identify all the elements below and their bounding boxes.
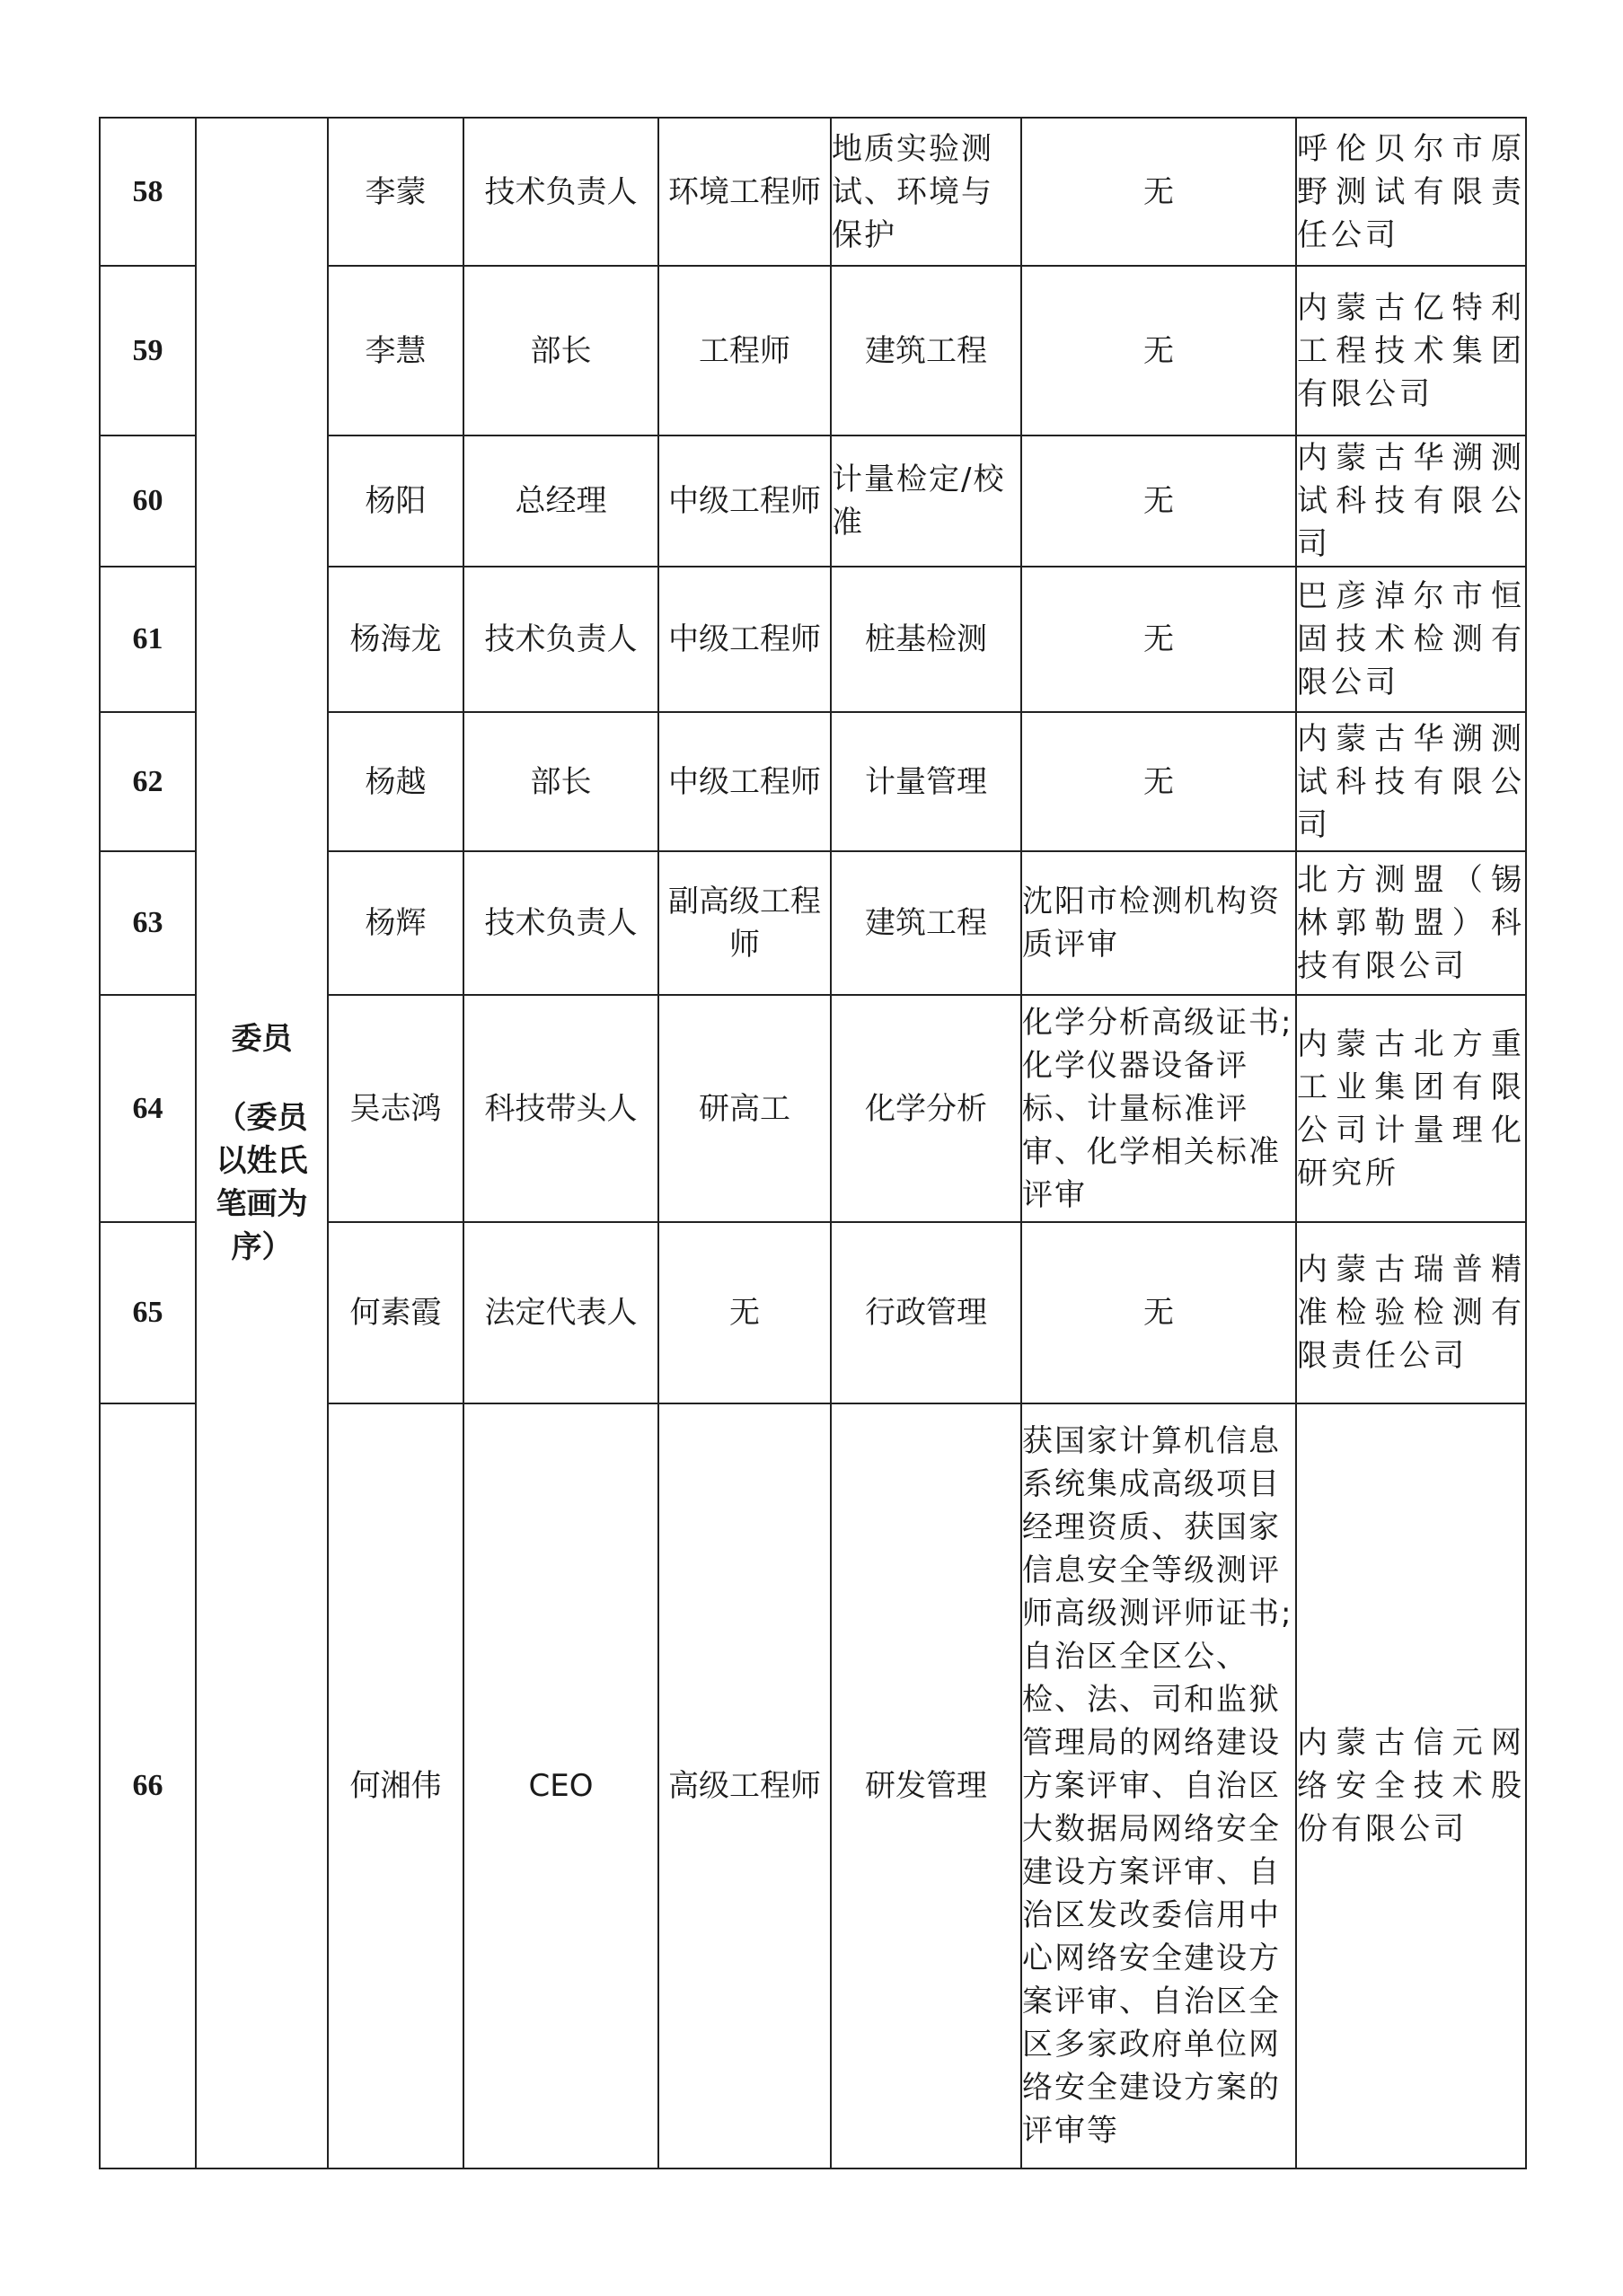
row-number: 60 — [100, 435, 196, 567]
position-cell: 技术负责人 — [463, 118, 658, 266]
name-cell: 杨辉 — [328, 851, 463, 995]
organization-cell: 呼伦贝尔市原野测试有限责任公司 — [1296, 118, 1526, 266]
position-cell: 法定代表人 — [463, 1222, 658, 1403]
title-cell: 副高级工程师 — [658, 851, 831, 995]
qualification-cell: 无 — [1021, 567, 1296, 712]
position-cell: 总经理 — [463, 435, 658, 567]
field-cell: 地质实验测试、环境与保护 — [831, 118, 1021, 266]
organization-cell: 内蒙古北方重工业集团有限公司计量理化研究所 — [1296, 995, 1526, 1222]
field-cell: 行政管理 — [831, 1222, 1021, 1403]
title-cell: 中级工程师 — [658, 712, 831, 851]
organization-cell: 内蒙古信元网络安全技术股份有限公司 — [1296, 1403, 1526, 2168]
organization-cell: 内蒙古华溯测试科技有限公司 — [1296, 435, 1526, 567]
title-cell: 无 — [658, 1222, 831, 1403]
name-cell: 杨阳 — [328, 435, 463, 567]
name-cell: 李慧 — [328, 266, 463, 435]
row-number: 58 — [100, 118, 196, 266]
field-cell: 计量管理 — [831, 712, 1021, 851]
field-cell: 计量检定/校准 — [831, 435, 1021, 567]
organization-cell: 巴彦淖尔市恒固技术检测有限公司 — [1296, 567, 1526, 712]
name-cell: 李蒙 — [328, 118, 463, 266]
row-number: 59 — [100, 266, 196, 435]
organization-cell: 内蒙古华溯测试科技有限公司 — [1296, 712, 1526, 851]
title-cell: 环境工程师 — [658, 118, 831, 266]
qualification-cell: 无 — [1021, 266, 1296, 435]
row-number: 61 — [100, 567, 196, 712]
field-cell: 研发管理 — [831, 1403, 1021, 2168]
organization-cell: 北方测盟（锡林郭勒盟）科技有限公司 — [1296, 851, 1526, 995]
field-cell: 桩基检测 — [831, 567, 1021, 712]
group-subtitle: （委员以姓氏笔画为序） — [216, 1100, 308, 1265]
member-table — [99, 117, 1527, 2169]
qualification-cell: 化学分析高级证书;化学仪器设备评标、计量标准评审、化学相关标准评审 — [1021, 995, 1296, 1222]
name-cell: 何湘伟 — [328, 1403, 463, 2168]
title-cell: 中级工程师 — [658, 435, 831, 567]
organization-cell: 内蒙古瑞普精准检验检测有限责任公司 — [1296, 1222, 1526, 1403]
row-number: 64 — [100, 995, 196, 1222]
qualification-cell: 无 — [1021, 118, 1296, 266]
table-row — [100, 118, 1526, 266]
position-cell: 部长 — [463, 712, 658, 851]
title-cell: 中级工程师 — [658, 567, 831, 712]
position-cell: CEO — [463, 1403, 658, 2168]
name-cell: 杨越 — [328, 712, 463, 851]
field-cell: 建筑工程 — [831, 851, 1021, 995]
position-cell: 部长 — [463, 266, 658, 435]
row-number: 65 — [100, 1222, 196, 1403]
group-title: 委员 — [231, 1021, 293, 1057]
name-cell: 杨海龙 — [328, 567, 463, 712]
name-cell: 何素霞 — [328, 1222, 463, 1403]
qualification-cell: 沈阳市检测机构资质评审 — [1021, 851, 1296, 995]
qualification-cell: 无 — [1021, 435, 1296, 567]
row-number: 62 — [100, 712, 196, 851]
position-cell: 科技带头人 — [463, 995, 658, 1222]
title-cell: 高级工程师 — [658, 1403, 831, 2168]
group-cell — [196, 118, 328, 2168]
position-cell: 技术负责人 — [463, 567, 658, 712]
title-cell: 工程师 — [658, 266, 831, 435]
position-cell: 技术负责人 — [463, 851, 658, 995]
field-cell: 建筑工程 — [831, 266, 1021, 435]
field-cell: 化学分析 — [831, 995, 1021, 1222]
qualification-cell: 无 — [1021, 712, 1296, 851]
title-cell: 研高工 — [658, 995, 831, 1222]
organization-cell: 内蒙古亿特利工程技术集团有限公司 — [1296, 266, 1526, 435]
name-cell: 吴志鸿 — [328, 995, 463, 1222]
qualification-cell: 无 — [1021, 1222, 1296, 1403]
qualification-cell: 获国家计算机信息系统集成高级项目经理资质、获国家信息安全等级测评师高级测评师证书;自治区全区公、检、法、司和监狱管理局的网络建设方案评审、自治区大数据局网络安全建设方案评审、自治区发改委信用中心网络安全建设方案评审、自治区全区多家政府单位网络安全建设方案的评审等 — [1021, 1403, 1296, 2168]
row-number: 63 — [100, 851, 196, 995]
row-number: 66 — [100, 1403, 196, 2168]
